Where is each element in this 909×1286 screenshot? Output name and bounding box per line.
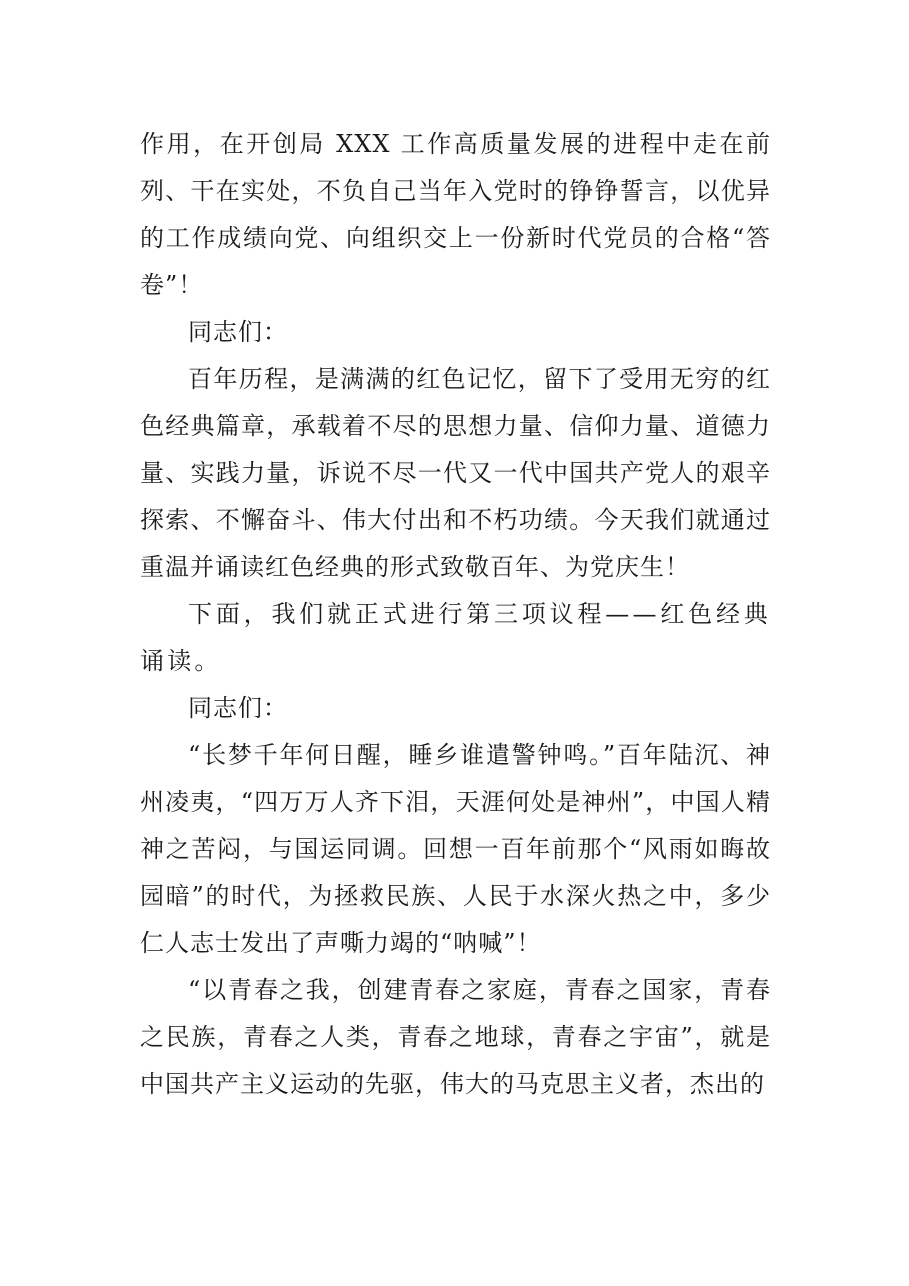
paragraph-agenda: 下面，我们就正式进行第三项议程——红色经典诵读。 (140, 600, 771, 675)
paragraph-youth: “以青春之我，创建青春之家庭，青春之国家，青春之民族，青春之人类，青春之地球，青春之宇宙”，就是中国共产主义运动的先驱，伟大的马克思主义者，杰出的 (140, 976, 771, 1098)
paragraph-continuation: 作用，在开创局 XXX 工作高质量发展的进程中走在前列、干在实处，不负自己当年入党时的铮铮誓言，以优异的工作成绩向党、向组织交上一份新时代党员的合格“答卷”！ (140, 130, 771, 299)
document-body (140, 121, 771, 1108)
paragraph-history: “长梦千年何日醒，睡乡谁遣警钟鸣。”百年陆沉、神州凌夷，“四万万人齐下泪，天涯何处是神州”，中国人精神之苦闷，与国运同调。回想一百年前那个“风雨如晦故园暗”的时代，为拯救民族、人民于水深火热之中，多少仁人志士发出了声嘶力竭的“呐喊”！ (140, 741, 771, 957)
salutation: 同志们： (188, 694, 288, 722)
paragraph-centenary: 百年历程，是满满的红色记忆，留下了受用无穷的红色经典篇章，承载着不尽的思想力量、信仰力量、道德力量、实践力量，诉说不尽一代又一代中国共产党人的艰辛探索、不懈奋斗、伟大付出和不朽功绩。今天我们就通过重温并诵读红色经典的形式致敬百年、为党庆生！ (140, 365, 771, 581)
salutation: 同志们： (188, 318, 288, 346)
